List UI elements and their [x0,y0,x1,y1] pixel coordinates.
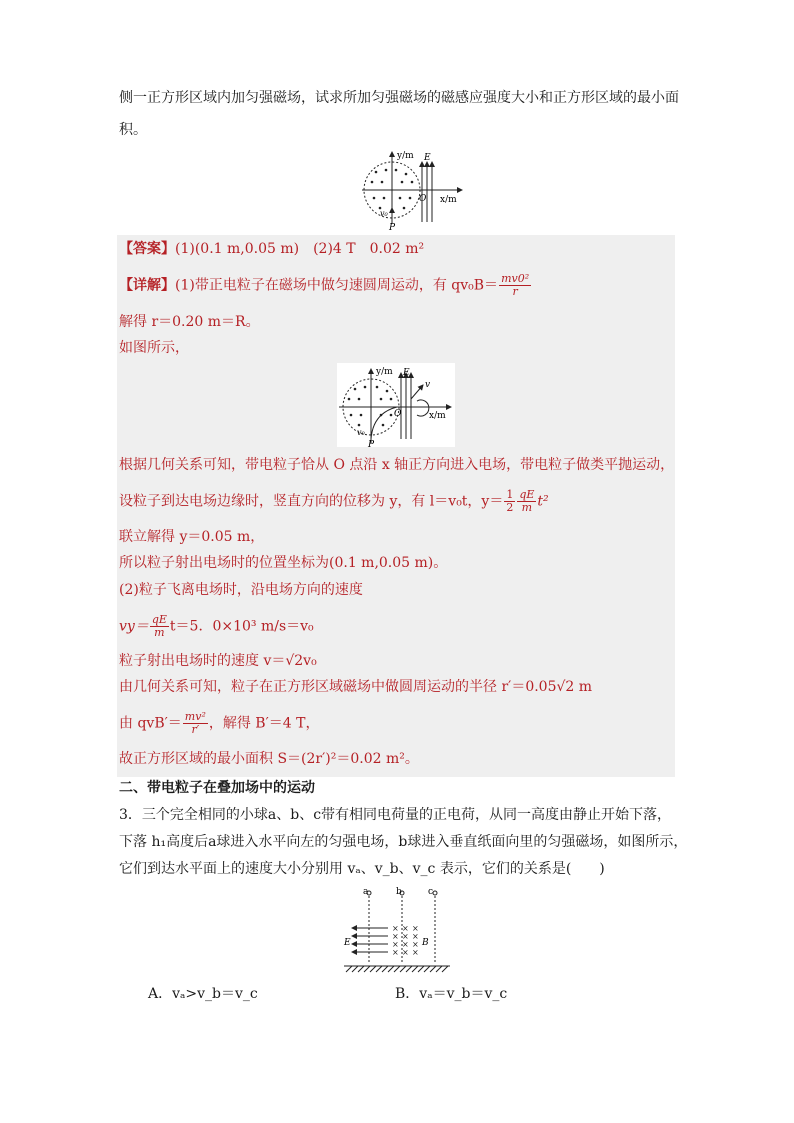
section-title: 二、带电粒子在叠加场中的运动 [119,780,315,796]
svg-text:×: × [402,948,409,957]
fig3-c-label: c [428,887,434,897]
detail-l9-num: qE [151,613,167,626]
fig3-b-label: b [396,887,402,897]
fig1-p-label: P [389,223,396,232]
fig1-x-label: x/m [440,195,457,205]
fig1-e-label: E [424,153,431,163]
detail-line-5 [119,489,549,514]
fig3-a-label: a [363,887,369,897]
figure-3-diagram [340,884,454,976]
intro-line-1: 侧一正方形区域内加匀强磁场，试求所加匀强磁场的磁感应强度大小和正方形区域的最小面 [119,90,679,106]
figure-1-diagram [362,148,466,232]
detail-line-7: 所以粒子射出电场时的位置坐标为(0.1 m,0.05 m)。 [119,555,448,571]
fig1-o-label: O [419,194,427,204]
detail-line-2: 解得 r＝0.20 m＝R。 [119,314,260,330]
detail-l5-fraction-2 [517,489,536,514]
option-b[interactable]: B．vₐ＝v_b＝v_c [395,986,508,1002]
detail-l5-tail: t² [537,493,549,510]
svg-text:×: × [392,948,399,957]
detail-l12-fraction [183,711,208,736]
detail-line-10: 粒子射出电场时的速度 v＝√2v₀ [119,653,317,669]
fig1-v0-label: v₀ [380,209,388,218]
detail-line-1 [119,273,532,298]
fig3-e-label: E [344,938,351,948]
detail-l5-f1-num: 1 [506,488,514,501]
intro-line-2: 积。 [119,122,147,138]
detail-l12-num: mv² [184,710,206,723]
fig2-v-label: v [425,380,431,390]
option-a[interactable]: A．vₐ>v_b＝v_c [148,986,258,1002]
fig2-o-label: O [394,409,402,419]
svg-text:×: × [392,940,399,949]
svg-text:×: × [392,932,399,941]
detail-l12-den: r′ [191,723,200,736]
q3-line-2: 下落 h₁高度后a球进入水平向左的匀强电场，b球进入垂直纸面向里的匀强磁场，如图所示， [119,834,688,850]
svg-text:×: × [412,924,419,933]
detail-l1-text: (1)带正电粒子在磁场中做匀速圆周运动，有 qv₀B＝ [175,277,499,294]
answer-tag: 【答案】 [119,241,175,257]
detail-line-4: 根据几何关系可知，带电粒子恰从 O 点沿 x 轴正方向进入电场，带电粒子做类平抛运动， [119,457,675,473]
detail-l1-fraction [499,273,531,298]
q3-line-1: 3．三个完全相同的小球a、b、c带有相同电荷量的正电荷，从同一高度由静止开始下落， [119,807,672,823]
answer-line [119,239,424,259]
svg-text:×: × [392,924,399,933]
detail-l9-fraction [150,614,169,639]
detail-l5-f2-den: m [521,501,533,514]
detail-line-12 [119,711,319,736]
svg-text:×: × [402,940,409,949]
detail-l5-f1-den: 2 [506,501,514,514]
svg-text:×: × [402,924,409,933]
detail-l12-head: 由 qvB′＝ [119,715,182,732]
detail-line-3: 如图所示， [119,340,189,356]
fig2-e-label: E [403,368,410,378]
detail-line-13: 故正方形区域的最小面积 S＝(2r′)²＝0.02 m²。 [119,751,419,767]
svg-text:×: × [412,932,419,941]
detail-l5-text: 设粒子到达电场边缘时，竖直方向的位移为 y，有 l＝v₀t，y＝ [119,493,504,510]
fig2-y-label: y/m [376,367,393,377]
figure-2-diagram [337,363,455,447]
svg-text:×: × [412,948,419,957]
detail-l12-tail: ，解得 B′＝4 T， [208,715,320,732]
fig1-y-label: y/m [397,151,414,161]
detail-l9-head: vy＝ [119,618,149,635]
fig2-v0-label: v₀ [357,428,365,437]
detail-l5-fraction-1 [504,489,515,514]
fig2-p-label: P [368,440,375,447]
fig3-b-field-label: B [422,938,429,948]
detail-line-11: 由几何关系可知，粒子在正方形区域磁场中做圆周运动的半径 r′＝0.05√2 m [119,679,593,695]
detail-line-9 [119,614,314,639]
svg-text:×: × [402,932,409,941]
detail-l5-f2-num: qE [519,488,535,501]
detail-l9-tail: t＝5．0×10³ m/s＝v₀ [169,618,314,635]
detail-l1-denominator: r [512,285,518,298]
q3-line-3: 它们到达水平面上的速度大小分别用 vₐ、v_b、v_c 表示，它们的关系是( ) [119,861,605,877]
detail-l9-den: m [154,626,165,639]
detail-l1-numerator: mv0² [501,272,530,285]
svg-text:×: × [412,940,419,949]
detail-line-8: (2)粒子飞离电场时，沿电场方向的速度 [119,582,363,598]
detail-line-6: 联立解得 y＝0.05 m， [119,529,265,545]
fig2-x-label: x/m [429,411,446,421]
detail-tag: 【详解】 [119,277,175,294]
answer-text: (1)(0.1 m,0.05 m) (2)4 T 0.02 m² [175,241,425,257]
